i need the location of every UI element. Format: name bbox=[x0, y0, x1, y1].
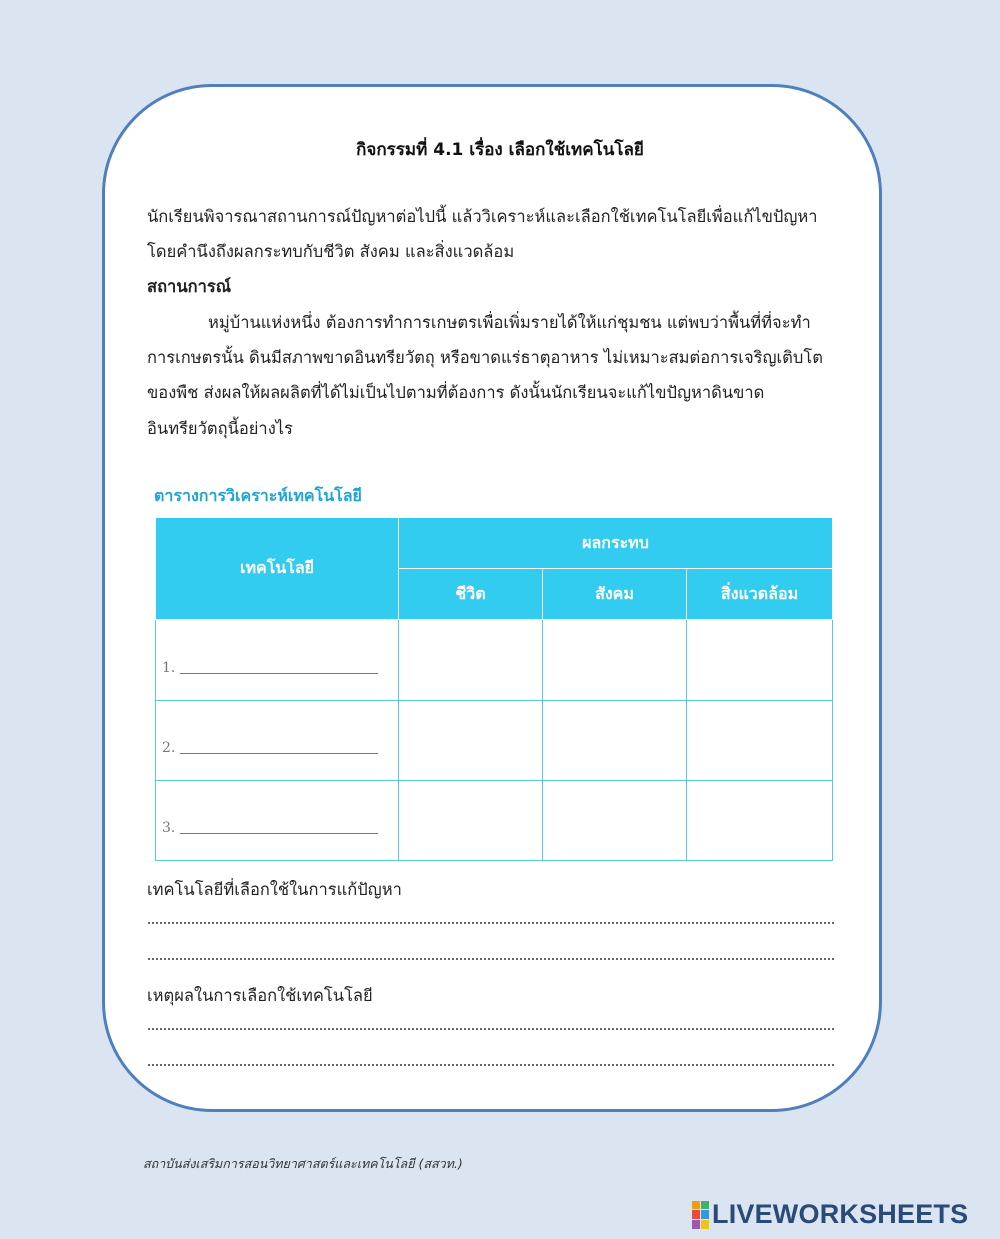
technology-analysis-table bbox=[155, 517, 833, 861]
row-number: 3. bbox=[162, 820, 176, 836]
header-environment: สิ่งแวดล้อม bbox=[687, 569, 833, 620]
instruction-line-1: นักเรียนพิจารณาสถานการณ์ปัญหาต่อไปนี้ แล้ววิเคราะห์และเลือกใช้เทคโนโลยีเพื่อแก้ไขปัญหา bbox=[147, 207, 818, 226]
environment-impact-cell[interactable] bbox=[687, 620, 833, 700]
technology-answer-line[interactable] bbox=[180, 673, 378, 674]
technology-answer-line[interactable] bbox=[180, 753, 378, 754]
row-number: 2. bbox=[162, 739, 176, 756]
technology-cell[interactable] bbox=[156, 620, 399, 700]
logo-text: LIVEWORKSHEETS bbox=[712, 1199, 969, 1229]
table-caption: ตารางการวิเคราะห์เทคโนโลยี bbox=[154, 486, 362, 505]
instruction-line-2: โดยคำนึงถึงผลกระทบกับชีวิต สังคม และสิ่งแวดล้อม bbox=[147, 242, 515, 261]
reason-label: เหตุผลในการเลือกใช้เทคโนโลยี bbox=[147, 986, 373, 1005]
situation-line-4: อินทรียวัตถุนี้อย่างไร bbox=[147, 419, 293, 438]
reason-answer-line-2[interactable] bbox=[148, 1064, 834, 1066]
life-impact-cell[interactable] bbox=[399, 700, 543, 780]
chosen-technology-answer-line-1[interactable] bbox=[148, 922, 834, 924]
table-row bbox=[156, 620, 833, 700]
situation-line-1: หมู่บ้านแห่งหนึ่ง ต้องการทำการเกษตรเพื่อเพิ่มรายได้ให้แก่ชุมชน แต่พบว่าพื้นที่ที่จะทำ bbox=[208, 313, 811, 332]
table-row bbox=[156, 700, 833, 780]
chosen-technology-label: เทคโนโลยีที่เลือกใช้ในการแก้ปัญหา bbox=[147, 880, 402, 899]
liveworksheets-logo-icon bbox=[692, 1201, 709, 1229]
technology-cell[interactable] bbox=[156, 700, 399, 780]
society-impact-cell[interactable] bbox=[543, 700, 687, 780]
society-impact-cell[interactable] bbox=[543, 620, 687, 700]
table-row bbox=[156, 780, 833, 860]
technology-answer-line[interactable] bbox=[180, 833, 378, 834]
situation-line-2: การเกษตรนั้น ดินมีสภาพขาดอินทรียวัตถุ หรือขาดแร่ธาตุอาหาร ไม่เหมาะสมต่อการเจริญเติบโต bbox=[147, 348, 823, 367]
society-impact-cell[interactable] bbox=[543, 780, 687, 860]
header-life: ชีวิต bbox=[399, 569, 543, 620]
life-impact-cell[interactable] bbox=[399, 780, 543, 860]
situation-line-3: ของพืช ส่งผลให้ผลผลิตที่ได้ไม่เป็นไปตามที่ต้องการ ดังนั้นนักเรียนจะแก้ไขปัญหาดินขาด bbox=[147, 383, 765, 402]
environment-impact-cell[interactable] bbox=[687, 780, 833, 860]
source-credit: สถาบันส่งเสริมการสอนวิทยาศาสตร์และเทคโนโลยี (สสวท.) bbox=[143, 1156, 463, 1171]
environment-impact-cell[interactable] bbox=[687, 700, 833, 780]
reason-answer-line-1[interactable] bbox=[148, 1028, 834, 1030]
row-number: 1. bbox=[162, 659, 176, 676]
header-impact: ผลกระทบ bbox=[399, 518, 833, 569]
header-society: สังคม bbox=[543, 569, 687, 620]
header-technology: เทคโนโลยี bbox=[156, 518, 399, 620]
activity-title: กิจกรรมที่ 4.1 เรื่อง เลือกใช้เทคโนโลยี bbox=[356, 140, 644, 160]
situation-heading: สถานการณ์ bbox=[147, 277, 232, 296]
liveworksheets-logo bbox=[692, 1199, 968, 1230]
life-impact-cell[interactable] bbox=[399, 620, 543, 700]
technology-cell[interactable] bbox=[156, 780, 399, 860]
chosen-technology-answer-line-2[interactable] bbox=[148, 958, 834, 960]
